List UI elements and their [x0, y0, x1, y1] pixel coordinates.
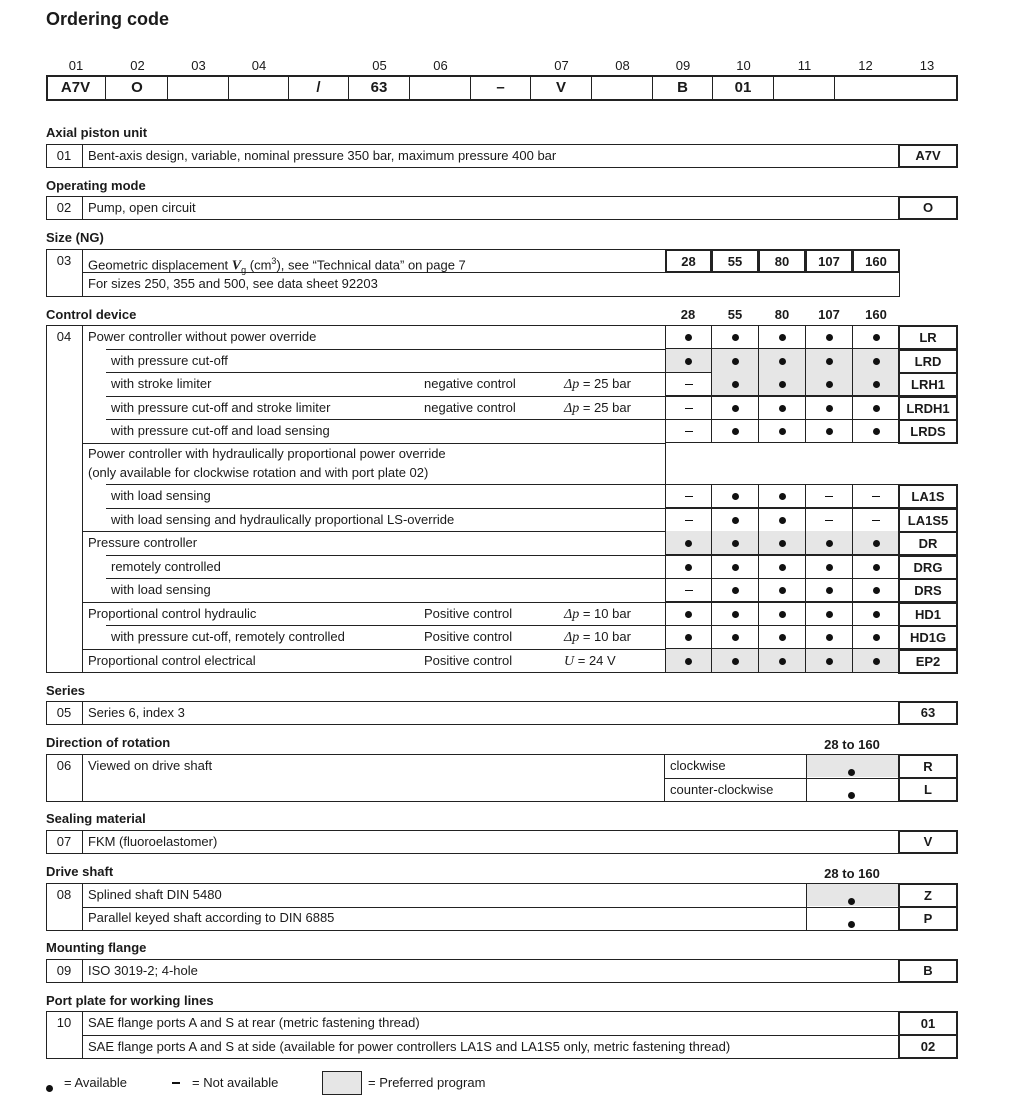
code-position-02: 02 — [130, 58, 145, 73]
control-cell — [712, 531, 759, 555]
section-heading-size: Size (NG) — [46, 230, 104, 245]
control-cell — [712, 396, 759, 420]
shaft-range: 28 to 160 — [824, 866, 880, 881]
control-cell — [759, 602, 806, 626]
control-cell — [759, 325, 806, 349]
available-dot — [826, 587, 833, 594]
available-dot — [685, 611, 692, 618]
available-dot — [873, 540, 880, 547]
size-text: Geometric displacement $V_g$ $(cm^3)$, see “Technical data” on page 7 — [88, 256, 466, 275]
control-cell — [759, 508, 806, 532]
section-heading-shaft: Drive shaft — [46, 864, 114, 879]
dp-value: = 10 bar — [579, 606, 631, 621]
rotation-ccw: counter-clockwise — [670, 782, 774, 797]
not-available-dash — [685, 590, 693, 592]
size-160: 160 — [853, 249, 900, 273]
control-cell — [853, 484, 900, 508]
section-heading-opmode: Operating mode — [46, 178, 146, 193]
series-text: Series 6, index 3 — [88, 705, 185, 720]
section-heading-axial: Axial piston unit — [46, 125, 148, 140]
control-cell — [806, 555, 853, 579]
code-cell — [592, 75, 653, 101]
flange-text: ISO 3019-2; 4-hole — [88, 963, 198, 978]
hydraulic-group-line2: (only available for clockwise rotation and with port plate 02) — [88, 465, 429, 480]
code-cell — [896, 75, 958, 101]
not-available-dash — [872, 496, 880, 498]
port-text2: SAE flange ports A and S at side (available for power controllers LA1S and LA1S5 only, metric fastening thread) — [88, 1039, 731, 1054]
section-heading-sealing: Sealing material — [46, 811, 146, 826]
code-v: V — [898, 830, 958, 854]
control-cell — [665, 625, 712, 649]
control-mode: negative control — [424, 376, 516, 391]
code-position-01: 01 — [68, 58, 84, 73]
cell-top-line — [665, 325, 898, 326]
code-cell: – — [471, 75, 531, 101]
available-dot — [732, 493, 739, 500]
available-dot — [848, 786, 855, 804]
legend-preferred-swatch — [322, 1071, 362, 1095]
axial-text: Bent-axis design, variable, nominal pressure 350 bar, maximum pressure 400 bar — [88, 148, 557, 163]
code-position-12: 12 — [858, 58, 873, 73]
code-z: Z — [898, 883, 958, 908]
control-mode: Positive control — [424, 653, 513, 668]
delta-symbol: Δ — [564, 630, 573, 645]
code-01: 01 — [898, 1011, 958, 1036]
dp-value: = 10 bar — [579, 629, 631, 644]
control-code: LA1S — [898, 484, 958, 509]
control-code: LRD — [898, 349, 958, 374]
row-number: 05 — [56, 705, 72, 720]
code-cell: V — [531, 75, 592, 101]
control-cell — [853, 531, 900, 555]
not-available-dash — [685, 431, 693, 433]
control-cell — [806, 325, 853, 349]
control-cell — [806, 372, 853, 396]
control-label: remotely controlled — [111, 559, 221, 574]
not-available-dash — [685, 496, 693, 498]
control-cell — [665, 531, 712, 555]
not-available-dash — [685, 408, 693, 410]
control-cell — [665, 372, 712, 396]
rotation-range: 28 to 160 — [824, 737, 880, 752]
control-label: Proportional control hydraulic — [88, 606, 257, 621]
control-cell — [759, 578, 806, 602]
available-dot — [826, 634, 833, 641]
size-28: 28 — [665, 249, 712, 273]
port-text1: SAE flange ports A and S at rear (metric fastening thread) — [88, 1015, 420, 1030]
available-dot — [848, 915, 855, 933]
available-dot — [826, 428, 833, 435]
code-r: R — [898, 754, 958, 779]
control-cell — [759, 555, 806, 579]
code-cell — [168, 75, 229, 101]
row-number: 03 — [56, 253, 72, 268]
control-cell — [806, 531, 853, 555]
available-dot — [732, 658, 739, 665]
control-cell — [665, 419, 712, 443]
code-cell — [229, 75, 289, 101]
control-cell — [712, 372, 759, 396]
control-size-107: 107 — [818, 307, 840, 322]
p-symbol: p — [572, 377, 580, 392]
legend-not-available: = Not available — [192, 1075, 279, 1090]
control-cell — [853, 625, 900, 649]
available-dot — [732, 634, 739, 641]
code-cell: 63 — [349, 75, 410, 101]
code-cell: 01 — [713, 75, 774, 101]
available-dot — [873, 658, 880, 665]
code-position-08: 08 — [615, 58, 630, 73]
group-separator — [82, 443, 666, 444]
control-code: HD1 — [898, 602, 958, 627]
available-dot — [685, 634, 692, 641]
available-dot — [848, 763, 855, 781]
control-cell — [665, 325, 712, 349]
available-dot — [826, 334, 833, 341]
code-position-09: 09 — [675, 58, 691, 73]
available-dot — [873, 428, 880, 435]
control-divider — [82, 325, 83, 673]
row-number: 06 — [56, 758, 72, 773]
control-code: EP2 — [898, 649, 958, 674]
row-number: 09 — [56, 963, 72, 978]
available-dot — [826, 564, 833, 571]
available-dot — [779, 405, 786, 412]
code-p: P — [898, 906, 958, 931]
row-number: 02 — [56, 200, 72, 215]
control-dp — [564, 376, 631, 393]
available-dot — [779, 334, 786, 341]
available-dot — [873, 381, 880, 388]
dp-value: = 25 bar — [579, 376, 631, 391]
control-code: LR — [898, 325, 958, 350]
u-symbol: U — [564, 654, 575, 669]
available-dot — [732, 540, 739, 547]
size-55: 55 — [712, 249, 759, 273]
code-cell — [774, 75, 835, 101]
control-cell — [853, 649, 900, 673]
shaft-text2: Parallel keyed shaft according to DIN 6885 — [88, 910, 335, 925]
available-dot — [685, 358, 692, 365]
legend-dash-icon — [172, 1074, 180, 1092]
control-cell — [806, 508, 853, 532]
control-cell — [759, 349, 806, 373]
code-position-11: 11 — [797, 58, 812, 73]
available-dot — [732, 381, 739, 388]
row-number: 01 — [56, 148, 72, 163]
control-cell — [806, 578, 853, 602]
available-dot — [732, 405, 739, 412]
control-mode: Positive control — [424, 606, 513, 621]
available-dot — [826, 611, 833, 618]
shaft-text1: Splined shaft DIN 5480 — [88, 887, 222, 902]
control-size-160: 160 — [865, 307, 887, 322]
available-dot — [732, 564, 739, 571]
available-dot — [873, 634, 880, 641]
not-available-dash — [825, 520, 833, 522]
control-cell — [759, 625, 806, 649]
code-b: B — [898, 959, 958, 983]
control-label: Proportional control electrical — [88, 653, 256, 668]
code-a7v: A7V — [898, 144, 958, 168]
control-cell — [665, 578, 712, 602]
delta-symbol: Δ — [564, 607, 573, 622]
p-symbol: p — [572, 630, 580, 645]
control-cell — [806, 602, 853, 626]
control-mode: Positive control — [424, 629, 513, 644]
control-u — [564, 653, 616, 670]
row-number: 08 — [56, 887, 72, 902]
available-dot — [779, 564, 786, 571]
available-dot — [826, 381, 833, 388]
control-cell — [712, 602, 759, 626]
control-label: with load sensing — [111, 488, 211, 503]
control-cell — [806, 649, 853, 673]
control-cell — [759, 484, 806, 508]
available-dot — [779, 611, 786, 618]
control-cell — [712, 349, 759, 373]
control-label: Pressure controller — [88, 535, 198, 550]
not-available-dash — [685, 520, 693, 522]
available-dot — [779, 381, 786, 388]
code-cell: B — [653, 75, 713, 101]
sealing-text: FKM (fluoroelastomer) — [88, 834, 218, 849]
control-cell — [665, 555, 712, 579]
control-code: LRDH1 — [898, 396, 958, 421]
code-position-07: 07 — [554, 58, 569, 73]
not-available-dash — [685, 384, 693, 386]
control-cell — [712, 578, 759, 602]
u-value: = 24 V — [574, 653, 616, 668]
control-label: with pressure cut-off, remotely controlled — [111, 629, 345, 644]
code-position-10: 10 — [736, 58, 751, 73]
hydraulic-group-line1: Power controller with hydraulically proportional power override — [88, 446, 446, 461]
control-cell — [665, 649, 712, 673]
control-cell — [712, 555, 759, 579]
available-dot — [732, 517, 739, 524]
legend-available: = Available — [64, 1075, 128, 1090]
control-cell — [853, 396, 900, 420]
control-cell — [665, 349, 712, 373]
control-code: LRH1 — [898, 372, 958, 397]
control-size-28: 28 — [680, 307, 696, 322]
control-cell — [712, 325, 759, 349]
available-dot — [779, 540, 786, 547]
control-cell — [759, 372, 806, 396]
section-heading-rotation: Direction of rotation — [46, 735, 171, 750]
legend-dot-icon — [46, 1079, 53, 1097]
available-dot — [685, 334, 692, 341]
size-text2: For sizes 250, 355 and 500, see data sheet 92203 — [88, 276, 378, 291]
control-cell — [665, 508, 712, 532]
code-l: L — [898, 777, 958, 802]
control-cell — [759, 419, 806, 443]
legend-preferred: = Preferred program — [368, 1075, 486, 1090]
available-dot — [873, 611, 880, 618]
size-107: 107 — [806, 249, 853, 273]
control-label: with pressure cut-off and stroke limiter — [111, 400, 331, 415]
control-cell — [806, 396, 853, 420]
p-symbol: p — [572, 607, 580, 622]
available-dot — [779, 493, 786, 500]
control-cell — [806, 625, 853, 649]
dp-value: = 25 bar — [579, 400, 631, 415]
available-dot — [779, 634, 786, 641]
control-label: with pressure cut-off — [111, 353, 228, 368]
code-position-04: 04 — [251, 58, 267, 73]
control-label: with pressure cut-off and load sensing — [111, 423, 330, 438]
available-dot — [826, 540, 833, 547]
code-cell: / — [289, 75, 349, 101]
control-cell — [665, 484, 712, 508]
available-dot — [873, 587, 880, 594]
control-size-80: 80 — [774, 307, 790, 322]
page-title: Ordering code — [46, 9, 170, 29]
control-cell — [853, 372, 900, 396]
code-cell — [410, 75, 471, 101]
not-available-dash — [872, 520, 880, 522]
available-dot — [732, 611, 739, 618]
available-dot — [732, 587, 739, 594]
code-position-05: 05 — [372, 58, 387, 73]
section-heading-port: Port plate for working lines — [46, 993, 214, 1008]
control-cell — [853, 349, 900, 373]
control-dp — [564, 629, 631, 646]
control-cell — [853, 578, 900, 602]
control-cell — [712, 508, 759, 532]
code-cell: O — [107, 75, 168, 101]
code-o: O — [898, 196, 958, 220]
control-label: Power controller without power override — [88, 329, 317, 344]
control-code: HD1G — [898, 625, 958, 650]
control-cell — [853, 602, 900, 626]
control-cell — [712, 419, 759, 443]
available-dot — [826, 358, 833, 365]
control-dp — [564, 606, 631, 623]
control-cell — [806, 349, 853, 373]
code-cell — [835, 75, 896, 101]
section-heading-flange: Mounting flange — [46, 940, 147, 955]
section-heading-series: Series — [46, 683, 86, 698]
rotation-cw: clockwise — [670, 758, 726, 773]
code-63: 63 — [898, 701, 958, 725]
size-80: 80 — [759, 249, 806, 273]
control-code: LRDS — [898, 419, 958, 444]
available-dot — [732, 358, 739, 365]
available-dot — [848, 892, 855, 910]
available-dot — [732, 334, 739, 341]
available-dot — [826, 405, 833, 412]
control-cell — [759, 531, 806, 555]
code-02: 02 — [898, 1034, 958, 1059]
opmode-text: Pump, open circuit — [88, 200, 196, 215]
available-dot — [873, 334, 880, 341]
control-cell — [853, 419, 900, 443]
available-dot — [779, 517, 786, 524]
control-cell — [806, 484, 853, 508]
p-symbol: p — [572, 401, 580, 416]
control-code: DR — [898, 531, 958, 556]
available-dot — [685, 658, 692, 665]
available-dot — [779, 658, 786, 665]
control-cell — [665, 396, 712, 420]
available-dot — [779, 428, 786, 435]
control-code: DRG — [898, 555, 958, 580]
control-mode: negative control — [424, 400, 516, 415]
available-dot — [873, 405, 880, 412]
control-cell — [712, 484, 759, 508]
available-dot — [732, 428, 739, 435]
code-position-13: 13 — [919, 58, 935, 73]
control-cell — [712, 649, 759, 673]
control-label: with load sensing — [111, 582, 211, 597]
control-label: with stroke limiter — [111, 376, 212, 391]
control-label: with load sensing and hydraulically proportional LS-override — [111, 512, 455, 527]
control-cell — [712, 625, 759, 649]
available-dot — [826, 658, 833, 665]
code-position-03: 03 — [191, 58, 206, 73]
available-dot — [873, 358, 880, 365]
available-dot — [779, 587, 786, 594]
delta-symbol: Δ — [564, 377, 573, 392]
control-size-55: 55 — [727, 307, 743, 322]
control-dp — [564, 400, 631, 417]
code-position-06: 06 — [433, 58, 448, 73]
control-cell — [759, 396, 806, 420]
control-cell — [806, 419, 853, 443]
not-available-dash — [825, 496, 833, 498]
available-dot — [685, 564, 692, 571]
available-dot — [873, 564, 880, 571]
control-cell — [853, 555, 900, 579]
control-cell — [853, 508, 900, 532]
control-cell — [665, 602, 712, 626]
code-cell: A7V — [46, 75, 106, 101]
row-number: 07 — [56, 834, 72, 849]
row-number: 04 — [56, 329, 72, 344]
available-dot — [685, 540, 692, 547]
control-cell — [759, 649, 806, 673]
control-code: LA1S5 — [898, 508, 958, 533]
control-code: DRS — [898, 578, 958, 603]
rotation-text: Viewed on drive shaft — [88, 758, 213, 773]
control-cell — [853, 325, 900, 349]
section-heading-control: Control device — [46, 307, 137, 322]
available-dot — [779, 358, 786, 365]
row-number: 10 — [56, 1015, 72, 1030]
delta-symbol: Δ — [564, 401, 573, 416]
